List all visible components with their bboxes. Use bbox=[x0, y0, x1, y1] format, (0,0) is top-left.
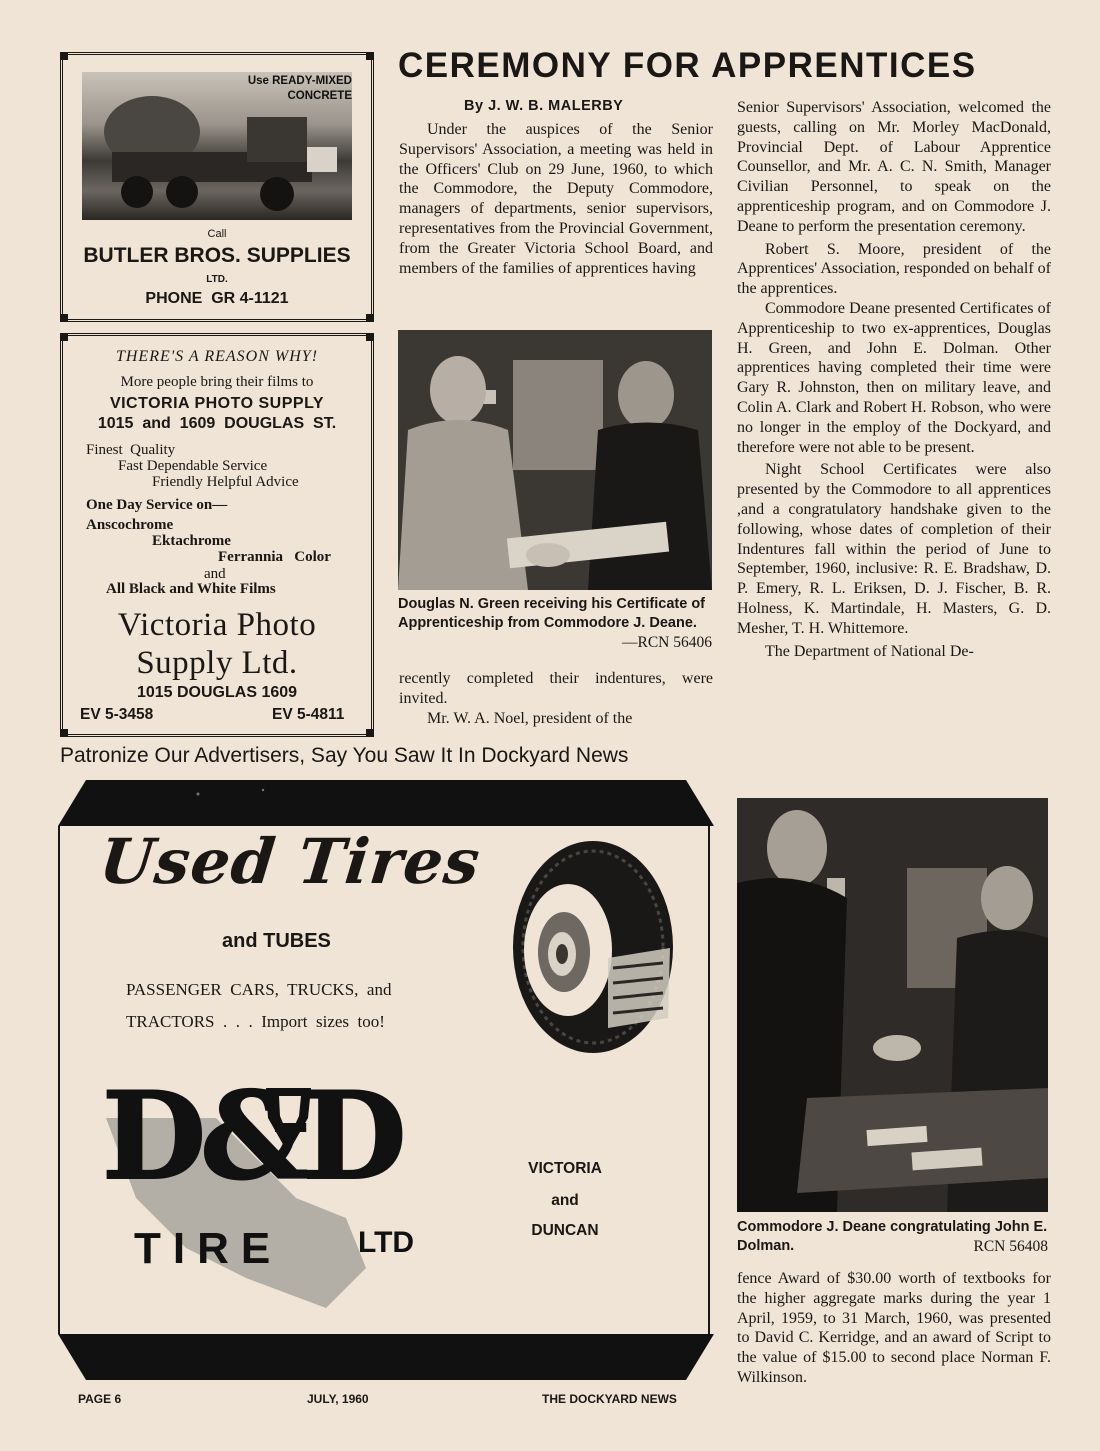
tires-location-2: DUNCAN bbox=[531, 1222, 599, 1239]
butler-phone: PHONE GR 4-1121 bbox=[145, 290, 289, 307]
tires-line1: PASSENGER CARS, TRUCKS, and bbox=[126, 980, 392, 999]
caption-dolman bbox=[737, 1218, 1048, 1256]
photo-name1: Victoria Photo bbox=[117, 607, 317, 643]
patronize-line: Patronize Our Advertisers, Say You Saw It In Dockyard News bbox=[60, 744, 629, 767]
caption-dolman-text: Commodore J. Deane congratulating John E. Dolman. bbox=[737, 1219, 1048, 1254]
article-col2-bottom bbox=[737, 1269, 1051, 1388]
footer-page-number: PAGE 6 bbox=[78, 1392, 122, 1406]
footer-publication: THE DOCKYARD NEWS bbox=[542, 1392, 677, 1406]
dd-tire-logo bbox=[96, 1066, 456, 1318]
photo-one-day: One Day Service on— bbox=[86, 497, 228, 513]
col2-paragraph-2: Robert S. Moore, president of the Apprentices' Association, responded on behalf of the apprentices. bbox=[737, 240, 1051, 298]
col2-paragraph-4: Night School Certificates were also presented by the Commodore to all apprentices ,and a congratulatory handshake given to the following, whose dates of completion of their Indentures fall within the period of June to September, 1960, inclusive: R. E. Bradshaw, D. P. Emery, R. L. Eriksen, D. J. Fischer, B. R. Holness, K. Martindale, H. Masters, G. D. Mesher, T. H. Whittemore. bbox=[737, 461, 1051, 637]
dd-tire-ltd: LTD bbox=[358, 1226, 415, 1259]
col1-paragraph-3: Mr. W. A. Noel, president of the bbox=[427, 709, 633, 727]
article-headline: CEREMONY FOR APPRENTICES bbox=[398, 46, 977, 85]
photo-address: 1015 DOUGLAS 1609 bbox=[136, 684, 298, 701]
tires-location-and: and bbox=[551, 1192, 579, 1209]
tires-title: Used Tires bbox=[96, 825, 484, 898]
photo-service: Fast Dependable Service bbox=[118, 458, 268, 474]
photo-advice: Friendly Helpful Advice bbox=[152, 474, 299, 490]
article-byline: By J. W. B. MALERBY bbox=[464, 98, 624, 114]
truck-tag-line1: Use READY-MIXED bbox=[247, 75, 352, 87]
butler-ltd: LTD. bbox=[206, 274, 228, 285]
photo-and: and bbox=[204, 566, 226, 582]
tires-subtitle: and TUBES bbox=[222, 930, 331, 952]
col1-paragraph-1: Under the auspices of the Senior Supervisors' Association, a meeting was held in the Officers' Club on 29 June, 1960, to which the Commodore, the Deputy Commodore, managers of departments, senior supervisors, representatives from the Provincial Government, from the Greater Victoria School Board, and members of the families of apprentices having bbox=[399, 121, 713, 277]
butler-call: Call bbox=[207, 228, 227, 240]
photo-film2: Ektachrome bbox=[152, 533, 231, 549]
tires-location-1: VICTORIA bbox=[528, 1160, 602, 1177]
butler-company: BUTLER BROS. SUPPLIES bbox=[83, 244, 351, 267]
caption-dolman-rcn: RCN 56408 bbox=[973, 1238, 1048, 1255]
col2-paragraph-1: Senior Supervisors' Association, welcomed the guests, calling on Mr. Morley MacDonald, Provincial Dept. of Labour Apprentice Counsellor, and Mr. A. C. N. Smith, Manager Civilian Personnel, to speak on the apprenticeship program, and on Commodore J. Deane to perform the presentation ceremony. bbox=[737, 99, 1051, 235]
photo-line3: 1015 and 1609 DOUGLAS ST. bbox=[97, 415, 337, 432]
photo-film1: Anscochrome bbox=[86, 517, 174, 533]
col2-paragraph-6: fence Award of $30.00 worth of textbooks for the higher aggregate marks during the year 1 April, 1959, to 31 March, 1960, was presented to David C. Kerridge, and an award of Script to the value of $15.00 to second place Norman F. Wilkinson. bbox=[737, 1270, 1051, 1386]
col1-paragraph-2: recently completed their indentures, were invited. bbox=[399, 670, 713, 707]
photo-film4: All Black and White Films bbox=[106, 581, 276, 597]
article-col1-bottom bbox=[399, 669, 713, 728]
photo-reason: THERE'S A REASON WHY! bbox=[115, 348, 319, 365]
photo-name2: Supply Ltd. bbox=[136, 645, 298, 681]
footer-date: JULY, 1960 bbox=[307, 1392, 369, 1406]
dolman-congratulation-photo bbox=[737, 798, 1048, 1212]
photo-line1: More people bring their films to bbox=[120, 374, 314, 390]
tires-line2: TRACTORS . . . Import sizes too! bbox=[126, 1012, 385, 1031]
tires-ad-bottom-banner bbox=[58, 1334, 714, 1380]
col2-paragraph-3: Commodore Deane presented Certificates of Apprenticeship to two ex-apprentices, Douglas H. Green, and John E. Dolman. Other apprentices having completed their time were Gary R. Johnston, then on military leave, and Colin A. Clark and Robert H. Robson, who were no longer in the employ of the Dockyard, and therefore were not able to be present. bbox=[737, 299, 1051, 456]
photo-film3: Ferrannia Color bbox=[218, 549, 331, 565]
col2-paragraph-5: The Department of National De- bbox=[765, 642, 974, 660]
truck-tag-line2: CONCRETE bbox=[287, 90, 352, 102]
article-col1-top bbox=[399, 120, 713, 278]
photo-line2: VICTORIA PHOTO SUPPLY bbox=[109, 395, 325, 412]
photo-phone-left: EV 5-3458 bbox=[80, 706, 154, 723]
dd-logo-letters: D&D bbox=[102, 1066, 401, 1207]
tires-ad-top-banner bbox=[58, 780, 714, 826]
tire-icon bbox=[508, 838, 678, 1056]
photo-quality: Finest Quality bbox=[86, 442, 176, 458]
caption-green-rcn: —RCN 56406 bbox=[622, 634, 712, 651]
caption-green bbox=[398, 595, 712, 652]
photo-phone-right: EV 5-4811 bbox=[272, 706, 345, 723]
article-col2 bbox=[737, 98, 1051, 661]
caption-green-text: Douglas N. Green receiving his Certificate of Apprenticeship from Commodore J. Deane. bbox=[398, 596, 705, 631]
truck-tag bbox=[222, 74, 352, 104]
dd-tire-word: TIRE bbox=[134, 1224, 283, 1273]
green-certificate-photo bbox=[398, 330, 712, 590]
